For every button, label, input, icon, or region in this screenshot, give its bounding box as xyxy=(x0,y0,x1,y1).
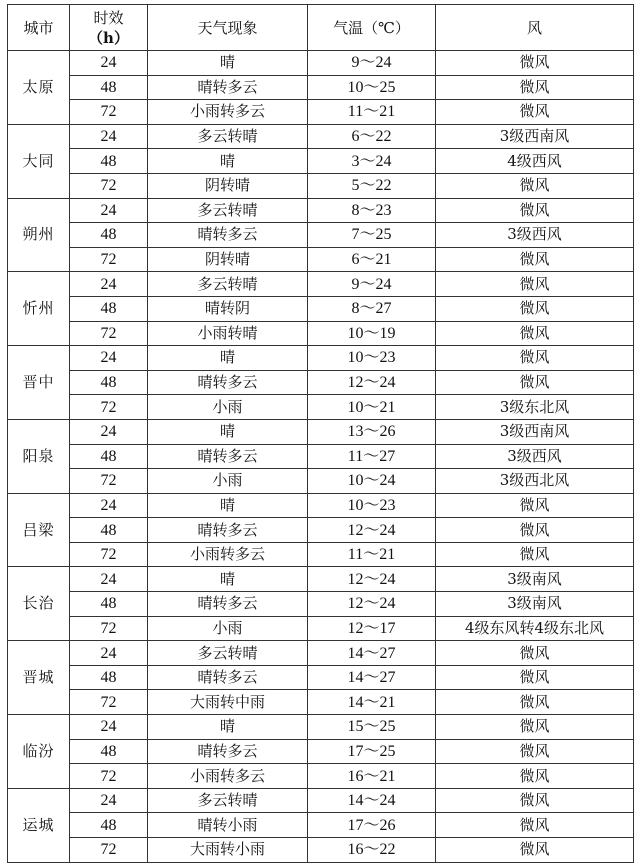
temperature-cell: 10～21 xyxy=(308,395,436,420)
temperature-cell: 14～27 xyxy=(308,641,436,666)
table-row xyxy=(8,198,634,223)
temperature-cell: 12～24 xyxy=(308,592,436,617)
hours-cell: 24 xyxy=(70,715,148,740)
city-name-cell: 临汾 xyxy=(8,715,70,789)
wind-cell: 微风 xyxy=(436,321,634,346)
temperature-cell: 6～22 xyxy=(308,124,436,149)
table-row xyxy=(8,124,634,149)
hours-cell: 72 xyxy=(70,469,148,494)
hours-cell: 48 xyxy=(70,813,148,838)
weather-cell: 多云转晴 xyxy=(148,198,308,223)
hours-cell: 72 xyxy=(70,616,148,641)
wind-cell: 微风 xyxy=(436,51,634,76)
hours-cell: 72 xyxy=(70,542,148,567)
header-city: 城市 xyxy=(8,5,70,51)
wind-cell: 微风 xyxy=(436,813,634,838)
wind-cell: 3级西风 xyxy=(436,444,634,469)
weather-cell: 晴转多云 xyxy=(148,665,308,690)
hours-cell: 72 xyxy=(70,764,148,789)
wind-cell: 3级西风 xyxy=(436,223,634,248)
temperature-cell: 17～26 xyxy=(308,813,436,838)
weather-cell: 晴 xyxy=(148,715,308,740)
weather-cell: 小雨转多云 xyxy=(148,764,308,789)
weather-cell: 晴转多云 xyxy=(148,370,308,395)
hours-cell: 24 xyxy=(70,272,148,297)
temperature-cell: 12～24 xyxy=(308,370,436,395)
temperature-cell: 10～25 xyxy=(308,75,436,100)
weather-cell: 晴转多云 xyxy=(148,75,308,100)
table-row xyxy=(8,444,634,469)
weather-cell: 晴转多云 xyxy=(148,444,308,469)
table-row xyxy=(8,715,634,740)
city-name-cell: 太原 xyxy=(8,51,70,125)
temperature-cell: 10～19 xyxy=(308,321,436,346)
wind-cell: 3级南风 xyxy=(436,592,634,617)
hours-cell: 72 xyxy=(70,838,148,863)
weather-cell: 多云转晴 xyxy=(148,641,308,666)
wind-cell: 微风 xyxy=(436,370,634,395)
wind-cell: 微风 xyxy=(436,542,634,567)
weather-cell: 晴 xyxy=(148,567,308,592)
temperature-cell: 14～24 xyxy=(308,788,436,813)
hours-cell: 24 xyxy=(70,567,148,592)
table-row xyxy=(8,788,634,813)
table-row xyxy=(8,247,634,272)
table-row xyxy=(8,764,634,789)
temperature-cell: 8～23 xyxy=(308,198,436,223)
temperature-cell: 11～21 xyxy=(308,542,436,567)
temperature-cell: 12～17 xyxy=(308,616,436,641)
temperature-cell: 5～22 xyxy=(308,173,436,198)
table-row xyxy=(8,75,634,100)
table-row xyxy=(8,739,634,764)
table-row xyxy=(8,665,634,690)
temperature-cell: 14～27 xyxy=(308,665,436,690)
temperature-cell: 6～21 xyxy=(308,247,436,272)
hours-cell: 24 xyxy=(70,51,148,76)
weather-cell: 晴转阴 xyxy=(148,296,308,321)
header-weather: 天气现象 xyxy=(148,5,308,51)
hours-cell: 24 xyxy=(70,493,148,518)
temperature-cell: 10～23 xyxy=(308,493,436,518)
header-hours-label: 时效 xyxy=(93,8,124,27)
weather-cell: 阴转晴 xyxy=(148,173,308,198)
wind-cell: 微风 xyxy=(436,272,634,297)
wind-cell: 微风 xyxy=(436,296,634,321)
wind-cell: 3级南风 xyxy=(436,567,634,592)
hours-cell: 48 xyxy=(70,75,148,100)
city-name-cell: 忻州 xyxy=(8,272,70,346)
wind-cell: 3级西南风 xyxy=(436,124,634,149)
temperature-cell: 15～25 xyxy=(308,715,436,740)
weather-cell: 多云转晴 xyxy=(148,124,308,149)
header-hours-unit: （h） xyxy=(88,28,129,47)
temperature-cell: 11～27 xyxy=(308,444,436,469)
weather-cell: 晴转多云 xyxy=(148,223,308,248)
weather-cell: 多云转晴 xyxy=(148,272,308,297)
wind-cell: 微风 xyxy=(436,173,634,198)
table-row xyxy=(8,370,634,395)
hours-cell: 48 xyxy=(70,444,148,469)
temperature-cell: 14～21 xyxy=(308,690,436,715)
temperature-cell: 16～22 xyxy=(308,838,436,863)
hours-cell: 24 xyxy=(70,346,148,371)
weather-cell: 晴转多云 xyxy=(148,739,308,764)
hours-cell: 72 xyxy=(70,395,148,420)
wind-cell: 微风 xyxy=(436,665,634,690)
header-wind: 风 xyxy=(436,5,634,51)
temperature-cell: 16～21 xyxy=(308,764,436,789)
city-name-cell: 运城 xyxy=(8,788,70,862)
hours-cell: 24 xyxy=(70,124,148,149)
weather-cell: 晴转多云 xyxy=(148,592,308,617)
hours-cell: 48 xyxy=(70,296,148,321)
weather-cell: 晴 xyxy=(148,493,308,518)
temperature-cell: 3～24 xyxy=(308,149,436,174)
header-temp: 气温（℃） xyxy=(308,5,436,51)
table-row xyxy=(8,51,634,76)
wind-cell: 微风 xyxy=(436,346,634,371)
table-row xyxy=(8,592,634,617)
wind-cell: 微风 xyxy=(436,715,634,740)
table-row xyxy=(8,395,634,420)
hours-cell: 48 xyxy=(70,665,148,690)
table-row xyxy=(8,469,634,494)
table-row xyxy=(8,641,634,666)
city-name-cell: 晋中 xyxy=(8,346,70,420)
city-name-cell: 长治 xyxy=(8,567,70,641)
wind-cell: 微风 xyxy=(436,100,634,125)
wind-cell: 微风 xyxy=(436,690,634,715)
table-row xyxy=(8,542,634,567)
table-row xyxy=(8,567,634,592)
hours-cell: 48 xyxy=(70,149,148,174)
wind-cell: 微风 xyxy=(436,838,634,863)
wind-cell: 3级西北风 xyxy=(436,469,634,494)
weather-cell: 晴转小雨 xyxy=(148,813,308,838)
temperature-cell: 7～25 xyxy=(308,223,436,248)
hours-cell: 72 xyxy=(70,100,148,125)
wind-cell: 微风 xyxy=(436,764,634,789)
table-row xyxy=(8,321,634,346)
table-row xyxy=(8,813,634,838)
hours-cell: 48 xyxy=(70,592,148,617)
table-row xyxy=(8,419,634,444)
temperature-cell: 10～23 xyxy=(308,346,436,371)
hours-cell: 48 xyxy=(70,739,148,764)
temperature-cell: 12～24 xyxy=(308,567,436,592)
hours-cell: 72 xyxy=(70,321,148,346)
weather-cell: 晴 xyxy=(148,149,308,174)
weather-cell: 小雨转多云 xyxy=(148,100,308,125)
temperature-cell: 11～21 xyxy=(308,100,436,125)
wind-cell: 微风 xyxy=(436,247,634,272)
weather-cell: 大雨转中雨 xyxy=(148,690,308,715)
city-name-cell: 吕梁 xyxy=(8,493,70,567)
hours-cell: 48 xyxy=(70,518,148,543)
temperature-cell: 8～27 xyxy=(308,296,436,321)
table-body xyxy=(8,51,634,863)
temperature-cell: 9～24 xyxy=(308,51,436,76)
temperature-cell: 17～25 xyxy=(308,739,436,764)
hours-cell: 72 xyxy=(70,247,148,272)
wind-cell: 4级西风 xyxy=(436,149,634,174)
wind-cell: 3级西南风 xyxy=(436,419,634,444)
wind-cell: 3级东北风 xyxy=(436,395,634,420)
wind-cell: 微风 xyxy=(436,493,634,518)
temperature-cell: 10～24 xyxy=(308,469,436,494)
weather-cell: 晴 xyxy=(148,346,308,371)
table-row xyxy=(8,690,634,715)
weather-cell: 阴转晴 xyxy=(148,247,308,272)
table-header xyxy=(8,5,634,51)
wind-cell: 微风 xyxy=(436,518,634,543)
hours-cell: 48 xyxy=(70,223,148,248)
table-row xyxy=(8,346,634,371)
weather-cell: 晴转多云 xyxy=(148,518,308,543)
table-row xyxy=(8,173,634,198)
hours-cell: 72 xyxy=(70,690,148,715)
forecast-table xyxy=(7,4,634,863)
hours-cell: 24 xyxy=(70,198,148,223)
table-row xyxy=(8,518,634,543)
hours-cell: 72 xyxy=(70,173,148,198)
city-name-cell: 大同 xyxy=(8,124,70,198)
wind-cell: 微风 xyxy=(436,198,634,223)
weather-cell: 晴 xyxy=(148,419,308,444)
weather-cell: 小雨转多云 xyxy=(148,542,308,567)
table-row xyxy=(8,616,634,641)
temperature-cell: 13～26 xyxy=(308,419,436,444)
wind-cell: 微风 xyxy=(436,739,634,764)
weather-cell: 大雨转小雨 xyxy=(148,838,308,863)
weather-cell: 小雨 xyxy=(148,395,308,420)
temperature-cell: 12～24 xyxy=(308,518,436,543)
weather-cell: 小雨转晴 xyxy=(148,321,308,346)
wind-cell: 微风 xyxy=(436,75,634,100)
wind-cell: 微风 xyxy=(436,788,634,813)
table-row xyxy=(8,100,634,125)
hours-cell: 24 xyxy=(70,788,148,813)
weather-cell: 多云转晴 xyxy=(148,788,308,813)
weather-cell: 晴 xyxy=(148,51,308,76)
hours-cell: 48 xyxy=(70,370,148,395)
city-name-cell: 阳泉 xyxy=(8,419,70,493)
header-row xyxy=(8,5,634,51)
table-row xyxy=(8,223,634,248)
city-name-cell: 朔州 xyxy=(8,198,70,272)
temperature-cell: 9～24 xyxy=(308,272,436,297)
wind-cell: 4级东风转4级东北风 xyxy=(436,616,634,641)
table-row xyxy=(8,493,634,518)
table-row xyxy=(8,296,634,321)
table-row xyxy=(8,149,634,174)
table-row xyxy=(8,272,634,297)
weather-cell: 小雨 xyxy=(148,616,308,641)
city-name-cell: 晋城 xyxy=(8,641,70,715)
hours-cell: 24 xyxy=(70,641,148,666)
wind-cell: 微风 xyxy=(436,641,634,666)
table-row xyxy=(8,838,634,863)
weather-cell: 小雨 xyxy=(148,469,308,494)
hours-cell: 24 xyxy=(70,419,148,444)
header-hours xyxy=(70,5,148,51)
